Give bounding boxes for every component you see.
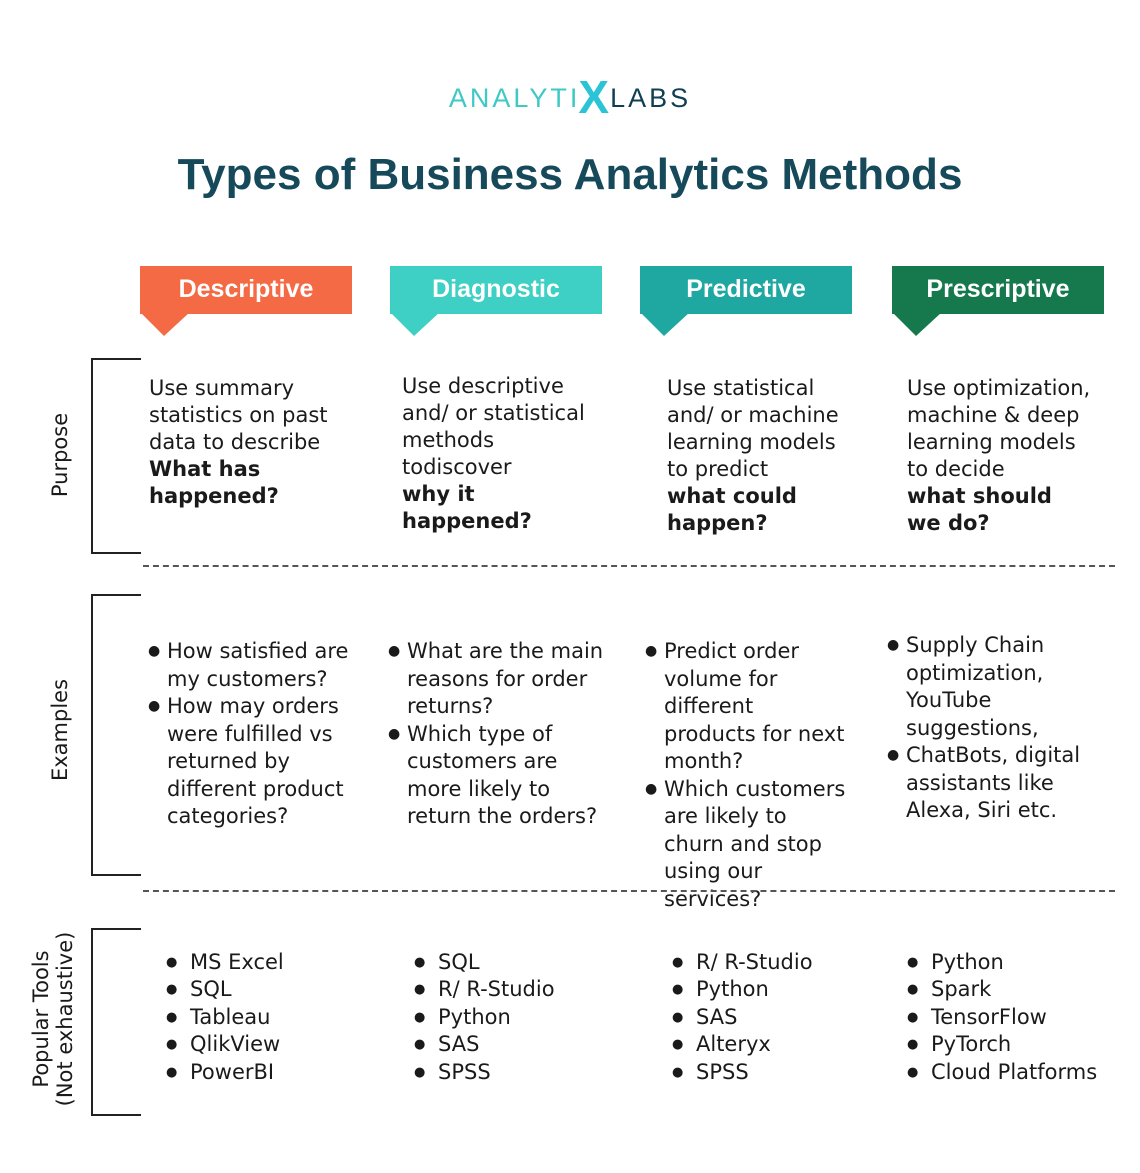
list-item: ● TensorFlow bbox=[907, 1004, 1117, 1031]
list-item: ● Python bbox=[672, 976, 872, 1003]
row-label-purpose: Purpose bbox=[48, 412, 72, 498]
tab-descriptive-pointer bbox=[140, 312, 190, 338]
purpose-bracket bbox=[91, 358, 141, 554]
tools-bracket bbox=[91, 928, 141, 1116]
list-item: ● Supply Chain optimization, YouTube suggestions, bbox=[888, 632, 1083, 742]
list-item: ● MS Excel bbox=[166, 949, 366, 976]
logo-text-labs: LABS bbox=[610, 83, 692, 113]
purpose-text: Use optimization, machine & deep learning models to decide bbox=[907, 376, 1091, 481]
list-item: ● QlikView bbox=[166, 1031, 366, 1058]
purpose-text: Use statistical and/ or machine learning models to predict bbox=[667, 376, 839, 481]
list-item: ● SQL bbox=[414, 949, 614, 976]
list-item: ● PowerBI bbox=[166, 1059, 366, 1086]
list-item: ● SAS bbox=[414, 1031, 614, 1058]
tools-prescriptive bbox=[907, 949, 1117, 1086]
tab-prescriptive bbox=[892, 266, 1104, 314]
list-item: ● What are the main reasons for order returns? bbox=[389, 638, 615, 721]
tab-diagnostic-label: Diagnostic bbox=[390, 266, 602, 314]
tab-descriptive-label: Descriptive bbox=[140, 266, 352, 314]
list-item: ● R/ R-Studio bbox=[672, 949, 872, 976]
examples-prescriptive bbox=[888, 632, 1083, 825]
purpose-question: What has happened? bbox=[149, 457, 279, 508]
examples-bracket bbox=[91, 594, 141, 876]
list-item: ● SPSS bbox=[672, 1059, 872, 1086]
tab-prescriptive-label: Prescriptive bbox=[892, 266, 1104, 314]
examples-diagnostic bbox=[389, 638, 615, 831]
tab-predictive-pointer bbox=[640, 312, 690, 338]
list-item: ● Python bbox=[414, 1004, 614, 1031]
list-item: ● ChatBots, digital assistants like Alexa, Siri etc. bbox=[888, 742, 1083, 825]
list-item: ● Predict order volume for different products for next month? bbox=[646, 638, 851, 776]
purpose-predictive bbox=[667, 375, 842, 537]
list-item: ● PyTorch bbox=[907, 1031, 1117, 1058]
row-divider bbox=[143, 565, 1115, 567]
list-item: ● Which type of customers are more likely to return the orders? bbox=[389, 721, 615, 831]
list-item: ● SQL bbox=[166, 976, 366, 1003]
row-divider bbox=[143, 890, 1115, 892]
list-item: ● How may orders were fulfilled vs returned by different product categories? bbox=[149, 693, 354, 831]
purpose-question: what should we do? bbox=[907, 484, 1052, 535]
list-item: ● Tableau bbox=[166, 1004, 366, 1031]
list-item: ● Cloud Platforms bbox=[907, 1059, 1117, 1086]
list-item: ● Which customers are likely to churn and stop using our services? bbox=[646, 776, 851, 914]
tab-diagnostic bbox=[390, 266, 602, 314]
purpose-question: what could happen? bbox=[667, 484, 797, 535]
list-item: ● Python bbox=[907, 949, 1117, 976]
row-label-tools bbox=[29, 914, 77, 1124]
page-title: Types of Business Analytics Methods bbox=[177, 150, 963, 199]
tab-predictive bbox=[640, 266, 852, 314]
examples-predictive bbox=[646, 638, 851, 913]
list-item: ● SAS bbox=[672, 1004, 872, 1031]
purpose-diagnostic bbox=[402, 373, 607, 535]
purpose-text: Use summary statistics on past data to describe bbox=[149, 376, 328, 454]
purpose-question: why it happened? bbox=[402, 482, 532, 533]
purpose-text: Use descriptive and/ or statistical methods todiscover bbox=[402, 374, 585, 479]
list-item: ● How satisfied are my customers? bbox=[149, 638, 354, 693]
purpose-prescriptive bbox=[907, 375, 1092, 537]
list-item: ● Alteryx bbox=[672, 1031, 872, 1058]
tools-descriptive bbox=[166, 949, 366, 1086]
list-item: ● Spark bbox=[907, 976, 1117, 1003]
tab-diagnostic-pointer bbox=[390, 312, 440, 338]
tab-descriptive bbox=[140, 266, 352, 314]
logo-x-mark: X bbox=[578, 71, 613, 123]
examples-descriptive bbox=[149, 638, 354, 831]
list-item: ● SPSS bbox=[414, 1059, 614, 1086]
tools-diagnostic bbox=[414, 949, 614, 1086]
list-item: ● R/ R-Studio bbox=[414, 976, 614, 1003]
tools-predictive bbox=[672, 949, 872, 1086]
row-label-tools-line2: (Not exhaustive) bbox=[53, 931, 77, 1107]
tab-prescriptive-pointer bbox=[892, 312, 942, 338]
row-label-examples: Examples bbox=[48, 678, 72, 782]
logo-text-analyti: ANALYTI bbox=[448, 83, 581, 113]
analytixlabs-logo bbox=[0, 71, 1140, 123]
tab-predictive-label: Predictive bbox=[640, 266, 852, 314]
row-label-tools-line1: Popular Tools bbox=[29, 950, 53, 1088]
purpose-descriptive bbox=[149, 375, 349, 510]
